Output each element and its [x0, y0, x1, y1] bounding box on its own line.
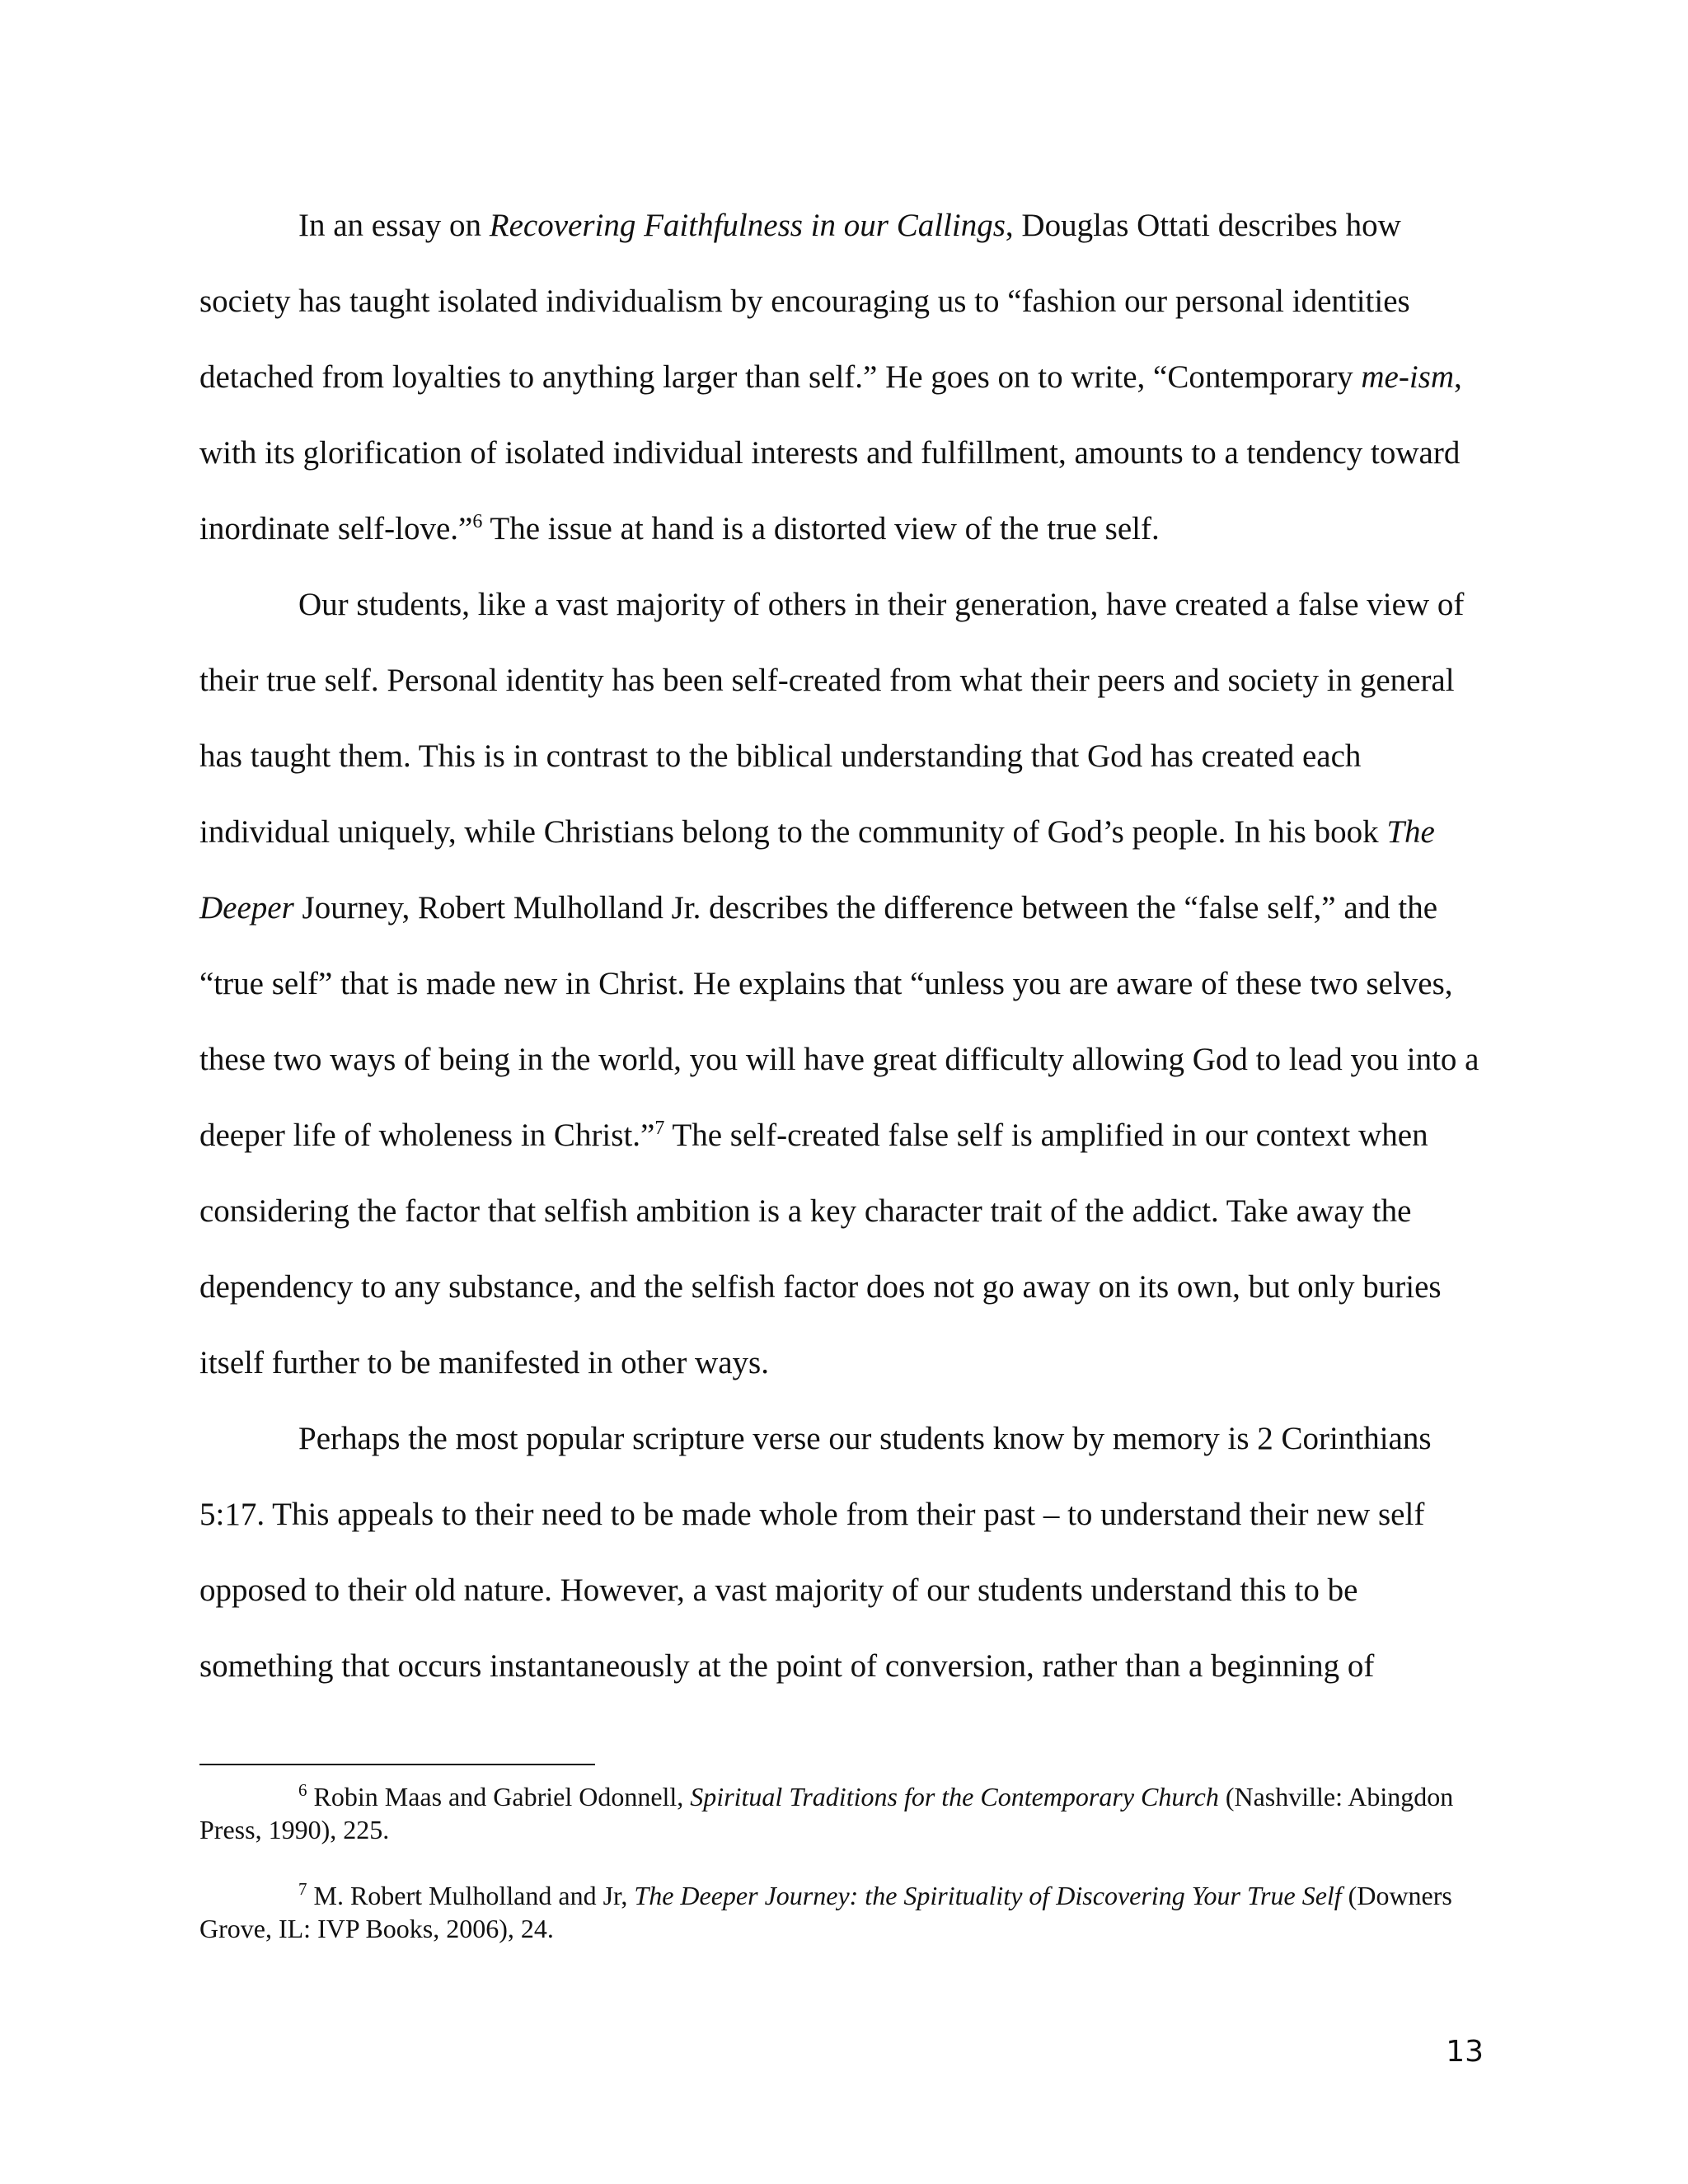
footnote-number: 6 [298, 1780, 307, 1800]
paragraph-3-text: Perhaps the most popular scripture verse our students know by memory is 2 Corinthians 5:17. This appeals to their need to be made whole from their past – to understand their new self opposed to their old nature. However, a vast majority of our students understand this to be something that occurs instantaneously at the point of conversion, rather than a beginning of [199, 1421, 1432, 1684]
footnote-ref-6: 6 [472, 511, 483, 532]
paragraph-1-text-b: , Douglas Ottati describes how society has taught isolated individualism by encouraging us to “fashion our personal identities detached from loyalties to anything larger than self.” He goes on to write, “Contemporary [199, 208, 1410, 395]
body-text [199, 188, 1493, 1704]
footnote-7 [199, 1879, 1493, 1945]
footnote-text-a: M. Robert Mulholland and Jr, [307, 1881, 635, 1910]
page-number: 13 [1446, 2035, 1484, 2069]
paragraph-1 [199, 188, 1493, 567]
paragraph-2-text-a: Our students, like a vast majority of others in their generation, have created a false view of their true self. Personal identity has been self-created from what their peers and society in general has taught them. This is in contrast to the biblical understanding that God has created each individual uniquely, while Christians belong to the community of God’s people. In his book [199, 587, 1465, 850]
footnote-6 [199, 1780, 1493, 1846]
footnote-text-b: (Nashville: Abingdon Press, 1990), 225. [199, 1782, 1454, 1844]
footnotes [199, 1780, 1493, 1978]
footnote-title: The Deeper Journey: the Spirituality of Discovering Your True Self [634, 1881, 1342, 1910]
footnote-separator [199, 1764, 595, 1765]
book-title-inline: The Deeper [199, 814, 1435, 926]
footnote-title: Spiritual Traditions for the Contemporary Church [690, 1782, 1219, 1811]
essay-title: Recovering Faithfulness in our Callings [489, 208, 1006, 243]
paragraph-3 [199, 1401, 1493, 1704]
paragraph-1-text-c: , with its glorification of isolated individual interests and fulfillment, amounts to a tendency toward inordinate self-love.” [199, 359, 1462, 546]
footnote-text-a: Robin Maas and Gabriel Odonnell, [307, 1782, 691, 1811]
paragraph-2-text-c: The self-created false self is amplified in our context when considering the factor that selfish ambition is a key character trait of the addict. Take away the dependency to any substance, and the selfish factor does not go away on its own, but only buries itself further to be manifested in other ways. [199, 1118, 1442, 1380]
footnote-ref-7: 7 [654, 1118, 665, 1139]
footnote-text-b: (Downers Grove, IL: IVP Books, 2006), 24. [199, 1881, 1452, 1943]
paragraph-2-text-b: Journey, Robert Mulholland Jr. describes the difference between the “false self,” and the “true self” that is made new in Christ. He explains that “unless you are aware of these two selves, these two ways of being in the world, you will have great difficulty allowing God to lead you into a deeper life of wholeness in Christ.” [199, 890, 1479, 1153]
paragraph-1-text-d: The issue at hand is a distorted view of the true self. [482, 511, 1160, 546]
paragraph-1-text-a: In an essay on [298, 208, 490, 243]
me-ism-term: me-ism [1361, 359, 1454, 395]
footnote-number: 7 [298, 1879, 307, 1899]
paragraph-2 [199, 567, 1493, 1401]
